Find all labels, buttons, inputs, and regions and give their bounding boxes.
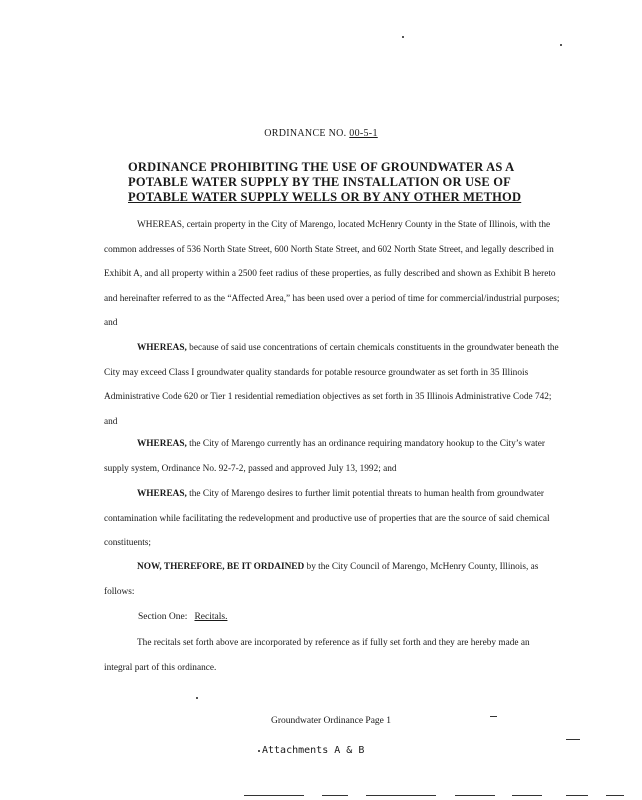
title-line-2: POTABLE WATER SUPPLY BY THE INSTALLATION OR USE OF: [128, 175, 512, 189]
paragraph-lead: WHEREAS,: [137, 439, 187, 449]
ordinance-number-label: ORDINANCE NO.: [264, 128, 347, 139]
paragraph-text: the City of Marengo currently has an ordinance requiring mandatory hookup to the City’s water supply system, Ordinance No. 92-7-2, passed and approved July 13, 1992; and: [104, 439, 545, 474]
scan-mark: [490, 716, 497, 717]
scan-mark: [244, 795, 304, 796]
recitals-paragraph: [104, 631, 560, 680]
scan-mark: [322, 795, 348, 796]
scan-mark: [512, 795, 542, 796]
scan-speck: [196, 697, 198, 699]
section-title: Recitals.: [194, 612, 228, 622]
paragraph-lead: WHEREAS,: [137, 489, 187, 499]
scan-speck: [258, 750, 260, 752]
whereas-paragraph-2: [104, 336, 560, 434]
scan-speck: [402, 36, 404, 38]
section-one-heading: [138, 612, 227, 622]
attachments-note: Attachments A & B: [262, 745, 365, 756]
ordained-paragraph: [104, 555, 560, 604]
footer-page-label: Groundwater Ordinance Page 1: [270, 716, 392, 726]
paragraph-lead: WHEREAS,: [137, 220, 185, 230]
paragraph-text: because of said use concentrations of certain chemicals constituents in the groundwater beneath the City may exceed Class I groundwater quality standards for potable resource groundwater as set forth in 35 Illinois Administrative Code 620 or Tier 1 residential remediation objectives as set forth in 35 Illinois Administrative Code 742; and: [104, 343, 559, 427]
ordinance-number-value: 00-5-1: [349, 128, 378, 139]
paragraph-text: the City of Marengo desires to further limit potential threats to human health from groundwater contamination while facilitating the redevelopment and productive use of properties that are the source of said chemical constituents;: [104, 489, 550, 548]
whereas-paragraph-1: [104, 213, 560, 336]
paragraph-text: The recitals set forth above are incorporated by reference as if fully set forth and they are hereby made an integral part of this ordinance.: [104, 638, 530, 673]
section-label: Section One:: [138, 612, 188, 622]
ordinance-number: [0, 128, 642, 139]
title-line-3: POTABLE WATER SUPPLY WELLS OR BY ANY OTHER METHOD: [128, 190, 522, 204]
title-line-1: ORDINANCE PROHIBITING THE USE OF GROUNDWATER AS A: [128, 160, 515, 174]
scan-mark: [455, 795, 495, 796]
scan-mark: [566, 795, 588, 796]
ordinance-title: [128, 160, 528, 205]
paragraph-text: by the City Council of Marengo, McHenry County, Illinois, as follows:: [104, 562, 539, 597]
scan-mark: [366, 795, 436, 796]
scan-mark: [606, 795, 624, 796]
scan-speck: [560, 44, 562, 46]
scan-mark: [566, 739, 580, 740]
paragraph-lead: WHEREAS,: [137, 343, 187, 353]
paragraph-lead: NOW, THEREFORE, BE IT ORDAINED: [137, 562, 305, 572]
whereas-paragraph-3: [104, 432, 560, 481]
whereas-paragraph-4: [104, 482, 560, 556]
paragraph-text: certain property in the City of Marengo, located McHenry County in the State of Illinois, with the common addresses of 536 North State Street, 600 North State Street, and 602 North State Street, and legally described in Exhibit A, and all property within a 2500 feet radius of these properties, as fully described and shown as Exhibit B hereto and hereinafter referred to as the “Affected Area,” has been used over a period of time for commercial/industrial purposes; and: [104, 220, 560, 328]
